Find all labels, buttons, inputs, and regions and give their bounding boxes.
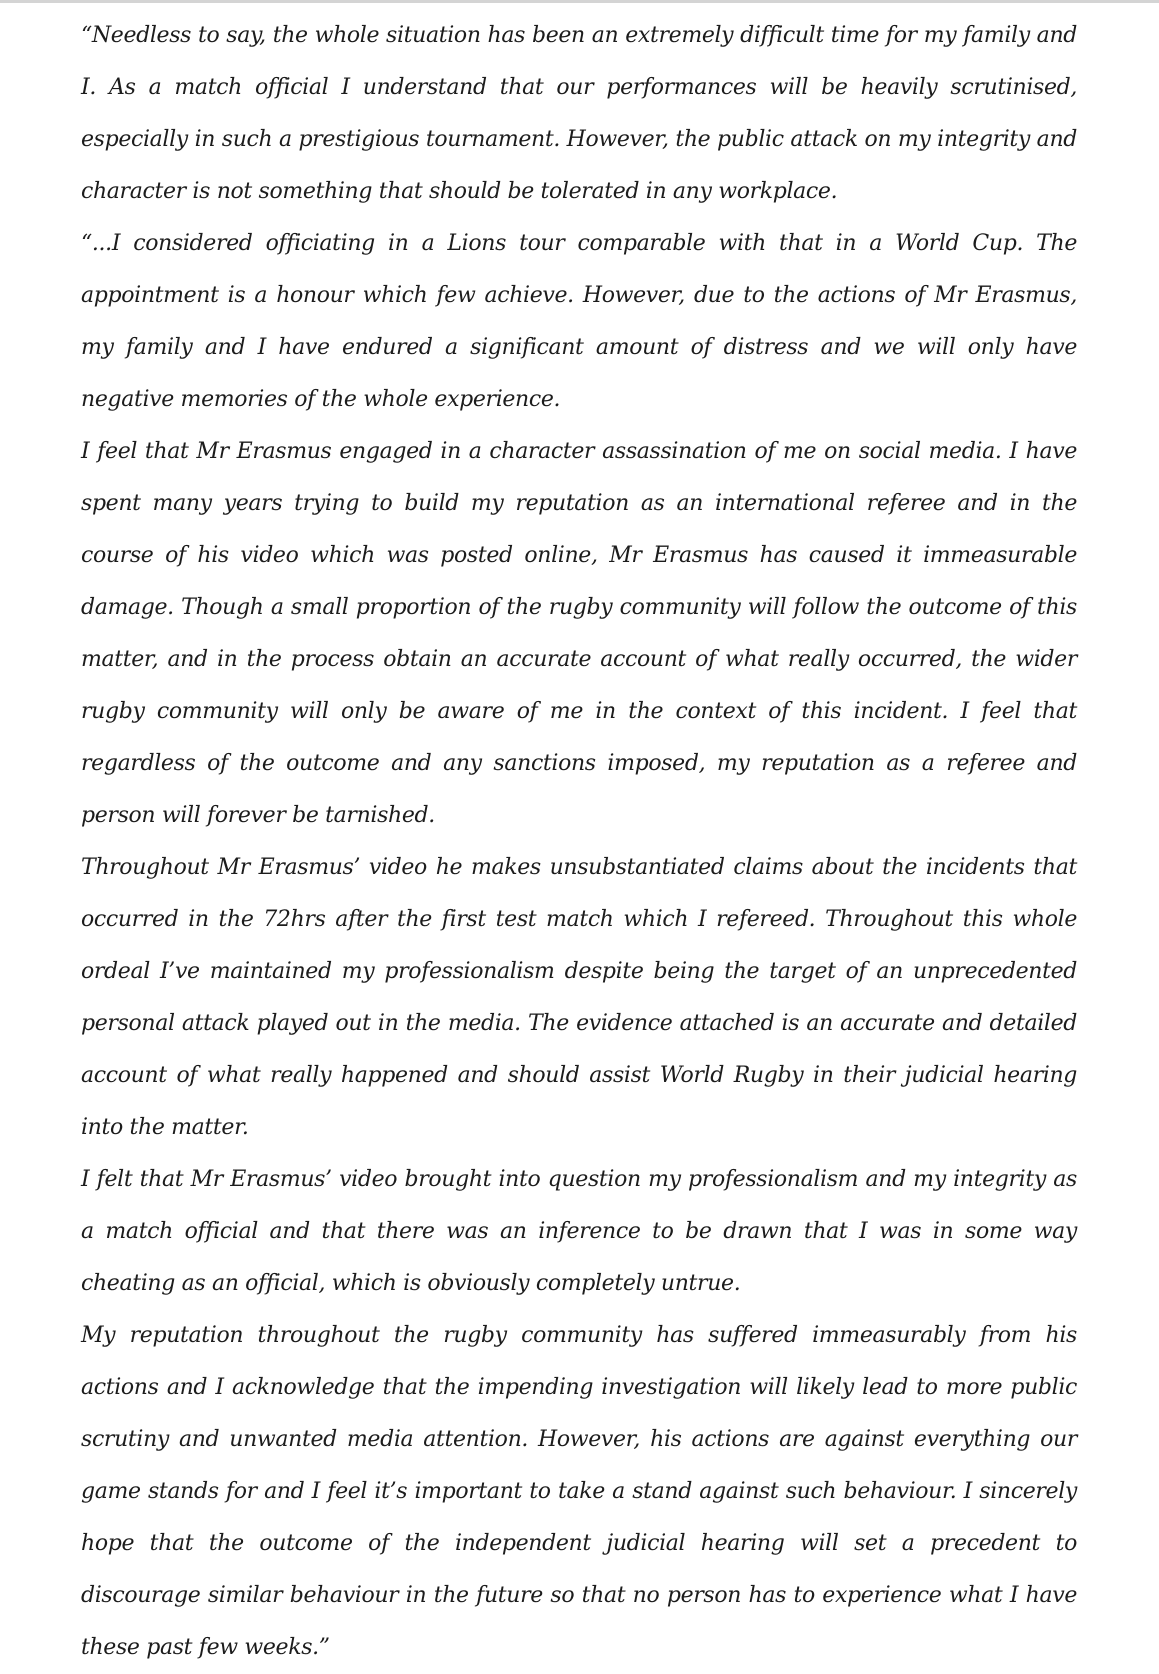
paragraph: Throughout Mr Erasmus’ video he makes unsubstantiated claims about the incidents that occurred in the 72hrs after the first test match which I refereed. Throughout this whole ordeal I’ve maintained my professionalism despite being the target of an unprecedented personal attack played out in the media. The evidence attached is an accurate and detailed account of what really happened and should assist World Rugby in their judicial hearing into the matter. [81,855,1077,1140]
paragraph: “...I considered officiating in a Lions tour comparable with that in a World Cup. The appointment is a honour which few achieve. However, due to the actions of Mr Erasmus, my family and I have endured a significant amount of distress and we will only have negative memories of the whole experience. [81,231,1077,412]
top-divider [0,0,1159,3]
paragraph: I felt that Mr Erasmus’ video brought into question my professionalism and my integrity as a match official and that there was an inference to be drawn that I was in some way cheating as an official, which is obviously completely untrue. [81,1167,1077,1296]
paragraph: “Needless to say, the whole situation has been an extremely difficult time for my family and I. As a match official I understand that our performances will be heavily scrutinised, especially in such a prestigious tournament. However, the public attack on my integrity and character is not something that should be tolerated in any workplace. [81,23,1077,204]
paragraph: I feel that Mr Erasmus engaged in a character assassination of me on social media. I have spent many years trying to build my reputation as an international referee and in the course of his video which was posted online, Mr Erasmus has caused it immeasurable damage. Though a small proportion of the rugby community will follow the outcome of this matter, and in the process obtain an accurate account of what really occurred, the wider rugby community will only be aware of me in the context of this incident. I feel that regardless of the outcome and any sanctions imposed, my reputation as a referee and person will forever be tarnished. [81,439,1077,828]
document-body [81,10,1077,1674]
paragraph: My reputation throughout the rugby community has suffered immeasurably from his actions and I acknowledge that the impending investigation will likely lead to more public scrutiny and unwanted media attention. However, his actions are against everything our game stands for and I feel it’s important to take a stand against such behaviour. I sincerely hope that the outcome of the independent judicial hearing will set a precedent to discourage similar behaviour in the future so that no person has to experience what I have these past few weeks.” [81,1323,1077,1660]
